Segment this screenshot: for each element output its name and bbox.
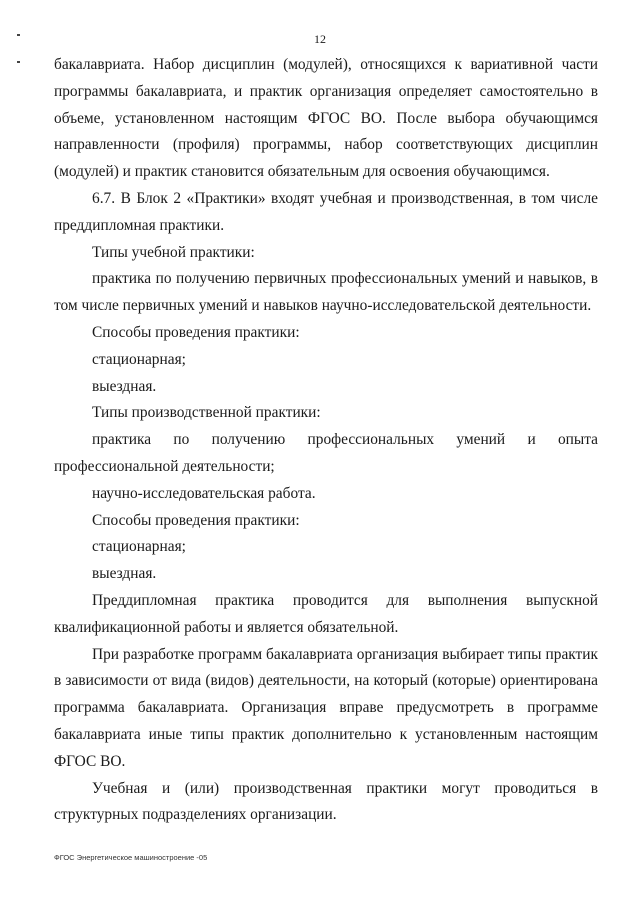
paragraph: Типы производственной практики: [92,404,321,422]
scan-artifact-mark [17,61,20,63]
document-footer: ФГОС Энергетическое машиностроение -05 [54,853,208,862]
paragraph: Учебная и (или) производственная практики могут проводиться в структурных подразделениях организации. [54,779,598,824]
paragraph: При разработке программ бакалавриата организация выбирает типы практик в зависимости от вида (видов) деятельности, на который (которые) ориентирована программа бакалавриата. Организация вправе предусмотреть в программе бакалавриата иные типы практик дополнительно к установленным настоящим ФГОС ВО. [54,645,598,770]
paragraph: бакалавриата. Набор дисциплин (модулей), относящихся к вариативной части программы бакалавриата, и практик организация определяет самостоятельно в объеме, установленном настоящим ФГОС ВО. После выбора обучающимся направленности (профиля) программы, набор соответствующих дисциплин (модулей) и практик становится обязательным для освоения обучающимся. [54,56,598,181]
paragraph: практика по получению первичных профессиональных умений и навыков, в том числе первичных умений и навыков научно-исследовательской деятельности. [54,270,598,315]
paragraph: выездная. [92,565,157,583]
paragraph: Способы проведения практики: [92,511,300,529]
paragraph: выездная. [92,377,157,395]
paragraph: Типы учебной практики: [92,243,255,261]
document-body [54,52,598,829]
paragraph: практика по получению профессиональных умений и опыта профессиональной деятельности; [54,431,598,475]
paragraph: Способы проведения практики: [92,323,300,341]
paragraph: стационарная; [92,538,186,556]
paragraph: стационарная; [92,350,186,368]
page-number: 12 [314,32,326,46]
paragraph: научно-исследовательская работа. [92,484,316,502]
paragraph: Преддипломная практика проводится для выполнения выпускной квалификационной работы и является обязательной. [54,591,598,636]
paragraph: 6.7. В Блок 2 «Практики» входят учебная и производственная, в том числе преддипломная практики. [54,189,598,234]
